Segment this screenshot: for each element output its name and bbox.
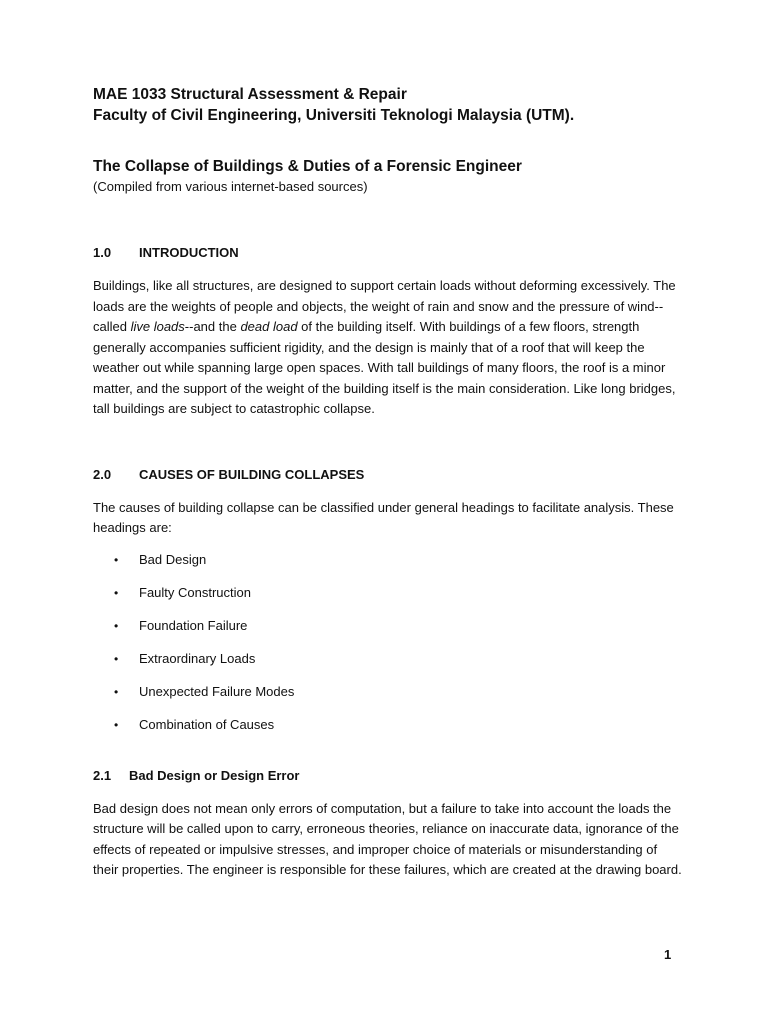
bad-design-paragraph: Bad design does not mean only errors of computation, but a failure to take into account the loads the structure will be called upon to carry, erroneous theories, reliance on inaccurate data, ignorance of the effects of repeated or impulsive stresses, and improper choice of materials or misunderstanding of their properties. The engineer is responsible for these failures, which are created at the drawing board. — [93, 800, 682, 877]
page-number: 1 — [664, 947, 672, 962]
list-item: • Unexpected Failure Modes — [114, 683, 295, 699]
faculty-title: Faculty of Civil Engineering, Universiti Teknologi Malaysia (UTM). — [93, 107, 575, 124]
section-title: Bad Design or Design Error — [129, 767, 300, 783]
section-heading-introduction — [93, 244, 683, 262]
document-subtitle: (Compiled from various internet-based sources) — [93, 179, 368, 194]
list-item: • Bad Design — [114, 551, 207, 567]
bullet-icon: • — [114, 651, 119, 666]
section-heading-bad-design — [93, 767, 683, 785]
bullet-icon: • — [114, 585, 119, 600]
section-number: 1.0 — [93, 245, 112, 260]
bullet-icon: • — [114, 618, 119, 633]
introduction-paragraph — [93, 276, 683, 420]
section-number: 2.0 — [93, 466, 112, 482]
section-title: CAUSES OF BUILDING COLLAPSES — [139, 466, 365, 482]
list-item: • Combination of Causes — [114, 716, 275, 732]
intro-text-part-1: Buildings, like all structures, are designed to support certain loads without deforming excessively. The loads are the weights of people and objects, the weight of rain and snow and the pressure of wind--called — [93, 278, 676, 334]
live-loads-term: live loads — [130, 319, 185, 334]
bullet-icon: • — [114, 552, 119, 567]
course-title: MAE 1033 Structural Assessment & Repair — [93, 86, 407, 103]
bullet-icon: • — [114, 717, 119, 732]
list-item: • Extraordinary Loads — [114, 650, 256, 666]
list-item: • Foundation Failure — [114, 617, 248, 633]
document-title: The Collapse of Buildings & Duties of a Forensic Engineer — [93, 158, 522, 175]
section-number: 2.1 — [93, 767, 112, 783]
section-title: INTRODUCTION — [139, 245, 239, 260]
document-page — [93, 84, 683, 881]
intro-text-part-3: of the building itself. With buildings of a few floors, strength generally accompanies sufficient rigidity, and the design is mainly that of a roof that will keep the weather out while spanning large open spaces. With tall buildings of many floors, the roof is a minor matter, and the support of the weight of the building itself is the main consideration. Like long bridges, tall buildings are subject to catastrophic collapse. — [93, 319, 676, 416]
bullet-icon: • — [114, 684, 119, 699]
intro-text-part-2: --and the — [184, 319, 241, 334]
causes-list — [93, 551, 683, 749]
list-item: • Faulty Construction — [114, 584, 251, 600]
section-heading-causes — [93, 466, 683, 484]
dead-load-term: dead load — [240, 319, 298, 334]
causes-paragraph: The causes of building collapse can be classified under general headings to facilitate analysis. These headings are: — [93, 499, 674, 535]
